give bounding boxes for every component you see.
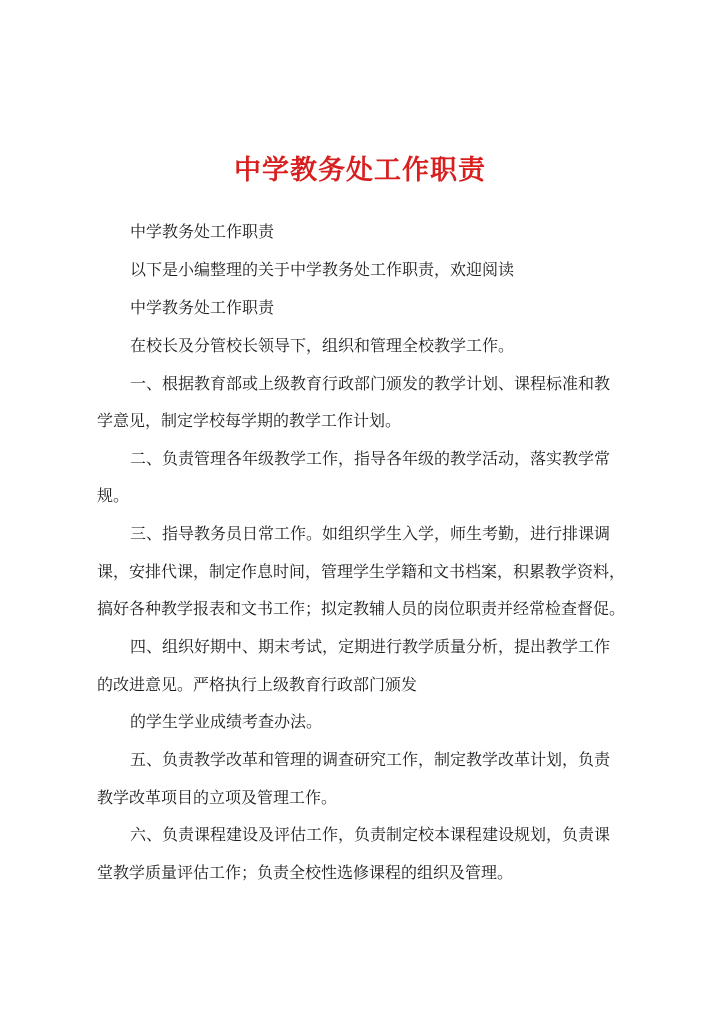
body-line: 一、根据教育部或上级教育行政部门颁发的教学计划、课程标准和教 — [130, 374, 611, 393]
body-line: 中学教务处工作职责 — [130, 222, 275, 241]
body-line: 的学生学业成绩考查办法。 — [130, 712, 323, 731]
body-line: 堂教学质量评估工作；负责全校性选修课程的组织及管理。 — [97, 863, 514, 882]
body-line: 三、指导教务员日常工作。如组织学生入学，师生考勤，进行排课调 — [130, 524, 611, 543]
body-line: 以下是小编整理的关于中学教务处工作职责，欢迎阅读 — [130, 260, 515, 279]
body-line: 课，安排代课，制定作息时间，管理学生学籍和文书档案，积累教学资料， — [97, 562, 626, 581]
body-line: 六、负责课程建设及评估工作，负责制定校本课程建设规划，负责课 — [130, 825, 611, 844]
body-line: 学意见，制定学校每学期的教学工作计划。 — [97, 411, 402, 430]
body-line: 的改进意见。严格执行上级教育行政部门颁发 — [97, 675, 418, 694]
body-line: 规。 — [97, 486, 130, 505]
body-line: 中学教务处工作职责 — [130, 298, 275, 317]
body-line: 教学改革项目的立项及管理工作。 — [97, 788, 338, 807]
body-line: 四、组织好期中、期末考试，定期进行教学质量分析，提出教学工作 — [130, 637, 611, 656]
body-line: 五、负责教学改革和管理的调查研究工作，制定教学改革计划，负责 — [130, 750, 611, 769]
body-line: 二、负责管理各年级教学工作，指导各年级的教学活动，落实教学常 — [130, 449, 611, 468]
document-title: 中学教务处工作职责 — [234, 155, 486, 186]
body-line: 搞好各种教学报表和文书工作；拟定教辅人员的岗位职责并经常检查督促。 — [97, 599, 626, 618]
body-line: 在校长及分管校长领导下，组织和管理全校教学工作。 — [130, 336, 515, 355]
